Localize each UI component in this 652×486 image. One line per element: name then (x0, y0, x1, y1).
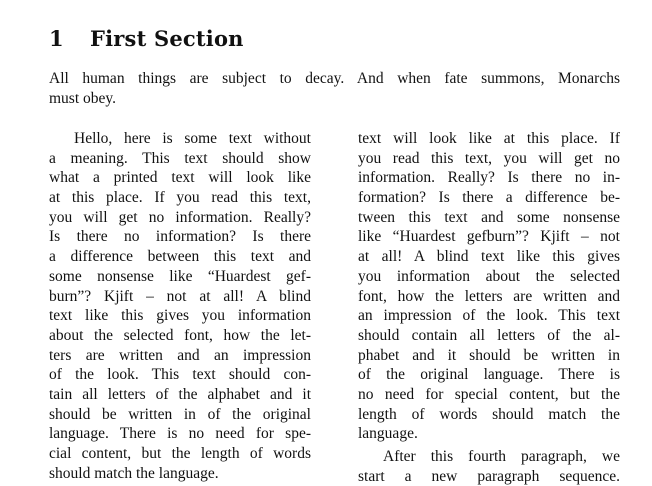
text-line: tween this text and some nonsense (358, 208, 620, 226)
text-line: about the selected font, how the let- (49, 326, 311, 344)
text-line: information. Really? Is there no in- (358, 169, 620, 187)
text-line: burn”? Kjift – not at all! A blind (49, 287, 311, 305)
text-line: what a printed text will look like (49, 169, 311, 187)
intro-paragraph (49, 69, 620, 108)
text-line: After this fourth paragraph, we (383, 448, 620, 465)
text-line: some nonsense like “Huardest gef- (49, 267, 311, 285)
section-number: 1 (49, 26, 64, 51)
intro-line: must obey. (49, 89, 117, 107)
text-line: text like this gives you information (49, 307, 311, 325)
text-line: you will get no information. Really? (49, 208, 311, 226)
text-line: Hello, here is some text without (74, 130, 311, 147)
text-line: formation? Is there a difference be- (358, 189, 620, 207)
text-line: a difference between this text and (49, 248, 311, 266)
text-line: font, how the letters are written and (358, 287, 620, 305)
text-line: Is there no information? Is there (49, 228, 311, 246)
text-line: length of words should match the (358, 405, 620, 423)
section-title: First Section (90, 26, 244, 51)
text-line: of the look. This text should con- (49, 366, 311, 384)
text-line: you information about the selected (358, 267, 620, 285)
text-line: a meaning. This text should show (49, 149, 311, 167)
text-line: no need for special content, but the (358, 385, 620, 403)
text-line: ters are written and an impression (49, 346, 311, 364)
text-line: tain all letters of the alphabet and it (49, 385, 311, 403)
text-line: an impression of the look. This text (358, 307, 620, 325)
text-line: should contain all letters of the al- (358, 326, 620, 344)
section-heading (49, 26, 244, 51)
text-line: at all! A blind text like this gives (358, 248, 620, 266)
text-line: should match the language. (49, 464, 219, 482)
right-column (358, 129, 620, 486)
text-line: start a new paragraph sequence. (358, 467, 620, 485)
text-line: should be written in of the original (49, 405, 311, 423)
text-line: of the original language. There is (358, 366, 620, 384)
text-line: text will look like at this place. If (358, 130, 620, 147)
intro-line: All human things are subject to decay. And when fate summons, Monarchs (49, 70, 620, 87)
left-column (49, 129, 311, 483)
text-line: cial content, but the length of words (49, 445, 311, 462)
text-line: at this place. If you read this text, (49, 189, 311, 207)
text-line: phabet and it should be written in (358, 346, 620, 364)
text-line: you read this text, you will get no (358, 149, 620, 167)
text-line: language. (358, 425, 418, 443)
text-line: like “Huardest gefburn”? Kjift – not (358, 228, 620, 246)
text-line: language. There is no need for spe- (49, 425, 311, 443)
